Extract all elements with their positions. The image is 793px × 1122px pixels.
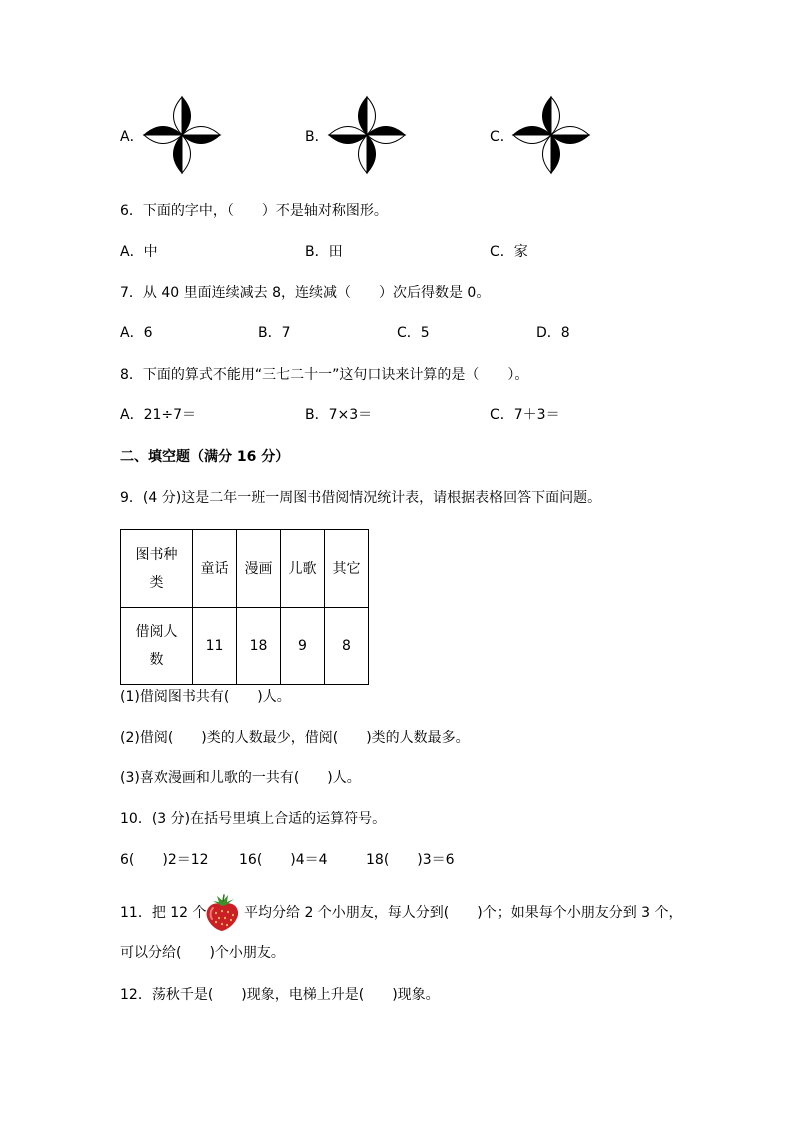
pinwheel-figure-b — [327, 95, 409, 177]
table-header-row — [121, 530, 369, 608]
q6-option-b: B．田 — [305, 244, 343, 260]
q7-option-c: C．5 — [397, 325, 430, 341]
q11-stem-part1: 11．把 12 个 — [120, 905, 207, 921]
q7-option-a: A．6 — [120, 325, 153, 341]
q11-stem-part2: 平均分给 2 个小朋友，每人分到( )个；如果每个小朋友分到 3 个， — [244, 905, 683, 921]
q8-option-b: B．7×3＝ — [305, 407, 373, 423]
table-cell: 漫画 — [237, 530, 281, 608]
table-cell: 童话 — [193, 530, 237, 608]
table-cell: 9 — [281, 608, 325, 685]
q10-equation-1: 6( )2＝12 — [120, 852, 209, 868]
q8-option-a: A．21÷7＝ — [120, 407, 197, 423]
section-heading: 二、填空题（满分 16 分） — [120, 449, 290, 465]
q5-option-b-label: B． — [305, 129, 329, 145]
pinwheel-figure-c — [511, 95, 593, 177]
q10-stem: 10．(3 分)在括号里填上合适的运算符号。 — [120, 811, 387, 827]
q9-sub-1: (1)借阅图书共有( )人。 — [120, 689, 291, 705]
q9-stem: 9．(4 分)这是二年一班一周图书借阅情况统计表，请根据表格回答下面问题。 — [120, 490, 602, 506]
q6-option-a: A．中 — [120, 244, 158, 260]
table-cell: 图书种类 — [121, 530, 193, 608]
table-cell: 儿歌 — [281, 530, 325, 608]
borrow-stats-table — [120, 529, 369, 685]
q7-option-d: D．8 — [536, 325, 570, 341]
q12-stem: 12．荡秋千是( )现象，电梯上升是( )现象。 — [120, 987, 440, 1003]
table-cell: 借阅人数 — [121, 608, 193, 685]
table-row — [121, 608, 369, 685]
q8-stem: 8．下面的算式不能用“三七二十一”这句口诀来计算的是（ ）。 — [120, 367, 529, 383]
q9-sub-2: (2)借阅( )类的人数最少，借阅( )类的人数最多。 — [120, 730, 470, 746]
q10-equation-2: 16( )4＝4 — [239, 852, 328, 868]
table-cell: 8 — [325, 608, 369, 685]
q7-option-b: B．7 — [258, 325, 291, 341]
q5-option-a-label: A． — [120, 129, 144, 145]
q10-equation-3: 18( )3＝6 — [366, 852, 455, 868]
q6-stem: 6．下面的字中，（ ）不是轴对称图形。 — [120, 203, 388, 219]
q6-option-c: C．家 — [490, 244, 528, 260]
pinwheel-figure-a — [142, 95, 224, 177]
q9-sub-3: (3)喜欢漫画和儿歌的一共有( )人。 — [120, 770, 361, 786]
table-cell: 其它 — [325, 530, 369, 608]
q11-stem-line2: 可以分给( )个小朋友。 — [120, 945, 285, 961]
q7-stem: 7．从 40 里面连续减去 8，连续减（ ）次后得数是 0。 — [120, 285, 491, 301]
strawberry-icon — [204, 894, 240, 932]
q8-option-c: C．7＋3＝ — [490, 407, 560, 423]
table-cell: 11 — [193, 608, 237, 685]
q5-option-c-label: C． — [490, 129, 514, 145]
table-cell: 18 — [237, 608, 281, 685]
